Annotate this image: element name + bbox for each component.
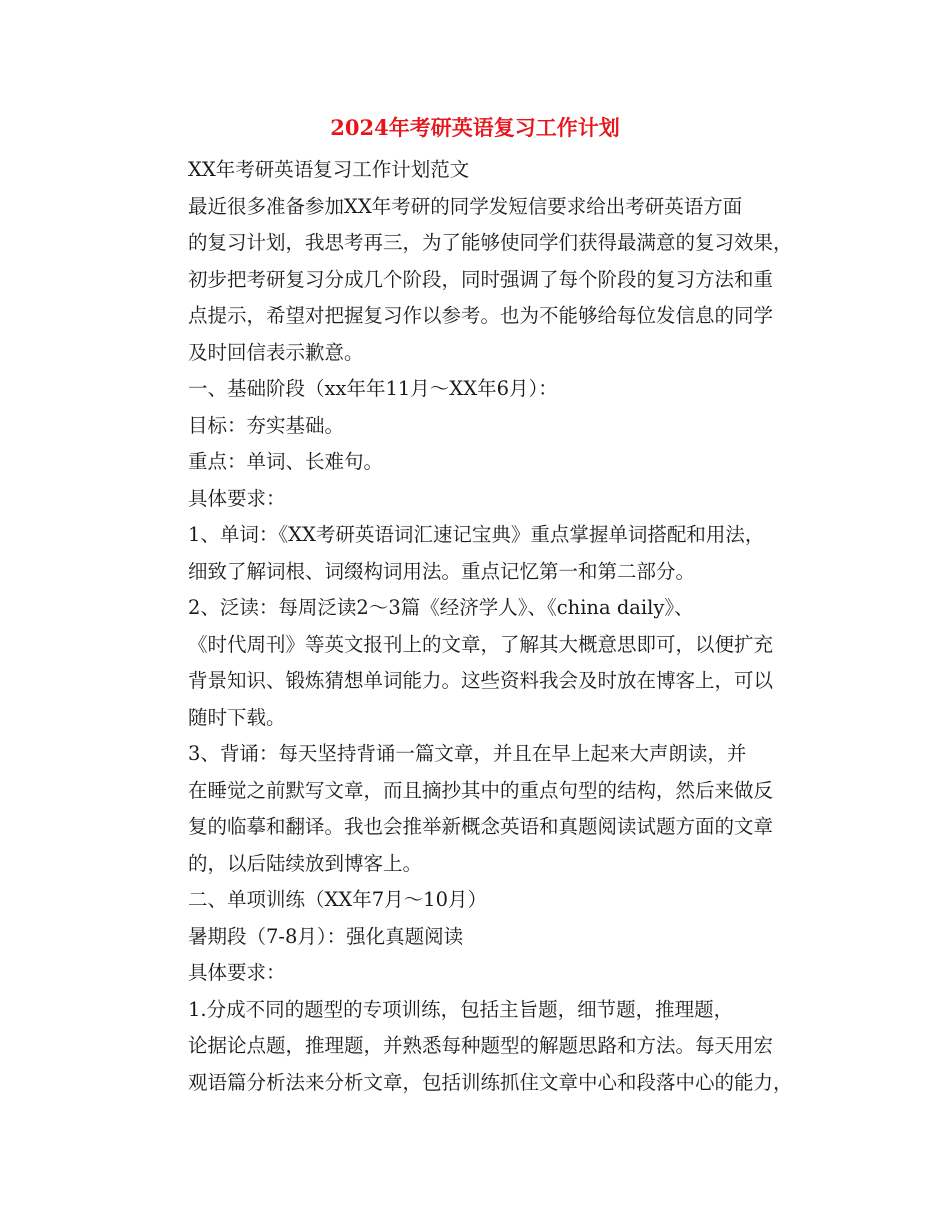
text-line: 具体要求： [188, 961, 286, 984]
paragraph [140, 882, 820, 919]
text-line: 背景知识、锻炼猜想单词能力。这些资料我会及时放在博客上，可以 [188, 669, 774, 692]
text-line: 具体要求： [188, 486, 286, 510]
text-line: 目标：夯实基础。 [188, 413, 345, 437]
text-line: 最近很多准备参加XX年考研的同学发短信要求给出考研英语方面 [188, 194, 743, 218]
text-line: 一、基础阶段（xx年年11月～XX年6月）： [188, 377, 558, 400]
text-line: 观语篇分析法来分析文章，包括训练抓住文章中心和段落中心的能力， [188, 1070, 793, 1094]
text-line: 1.分成不同的题型的专项训练，包括主旨题，细节题，推理题， [188, 997, 734, 1021]
text-line: 点提示，希望对把握复习作以参考。也为不能够给每位发信息的同学 [188, 304, 774, 327]
text-line: XX年考研英语复习工作计划范文 [188, 158, 470, 181]
paragraph [140, 736, 820, 882]
paragraph [140, 919, 820, 956]
text-line: 的，以后陆续放到博客上。 [188, 851, 423, 875]
paragraph [140, 444, 820, 481]
text-line: 1、单词：《XX考研英语词汇速记宝典》重点掌握单词搭配和用法， [188, 523, 765, 546]
text-line: 暑期段（7-8月）：强化真题阅读 [188, 924, 464, 948]
paragraph [140, 517, 820, 590]
paragraph [140, 371, 820, 408]
text-line: 在睡觉之前默写文章，而且摘抄其中的重点句型的结构，然后来做反 [188, 778, 774, 802]
text-line: 3、背诵：每天坚持背诵一篇文章，并且在早上起来大声朗读，并 [188, 742, 747, 765]
text-line: 2、泛读：每周泛读2～3篇《经济学人》、《china daily》、 [188, 596, 694, 619]
text-line: 重点：单词、长难句。 [188, 450, 384, 473]
text-line: 随时下载。 [188, 705, 286, 729]
text-line: 初步把考研复习分成几个阶段，同时强调了每个阶段的复习方法和重 [188, 267, 774, 291]
paragraph [140, 955, 820, 992]
text-line: 复的临摹和翻译。我也会推举新概念英语和真题阅读试题方面的文章 [188, 815, 774, 838]
paragraph [140, 992, 820, 1102]
text-line: 及时回信表示歉意。 [188, 340, 364, 364]
paragraph [140, 152, 820, 189]
text-line: 细致了解词根、词缀构词用法。重点记忆第一和第二部分。 [188, 559, 696, 583]
paragraph [140, 408, 820, 445]
document-body [140, 152, 820, 1101]
paragraph [140, 189, 820, 372]
text-line: 二、单项训练（XX年7月～10月） [188, 888, 487, 911]
paragraph [140, 590, 820, 736]
text-line: 的复习计划，我思考再三，为了能够使同学们获得最满意的复习效果， [188, 231, 793, 254]
text-line: 《时代周刊》等英文报刊上的文章，了解其大概意思即可，以便扩充 [188, 632, 774, 656]
text-line: 论据论点题，推理题，并熟悉每种题型的解题思路和方法。每天用宏 [188, 1034, 774, 1057]
document-title: 2024年考研英语复习工作计划 [330, 115, 620, 140]
paragraph [140, 481, 820, 518]
